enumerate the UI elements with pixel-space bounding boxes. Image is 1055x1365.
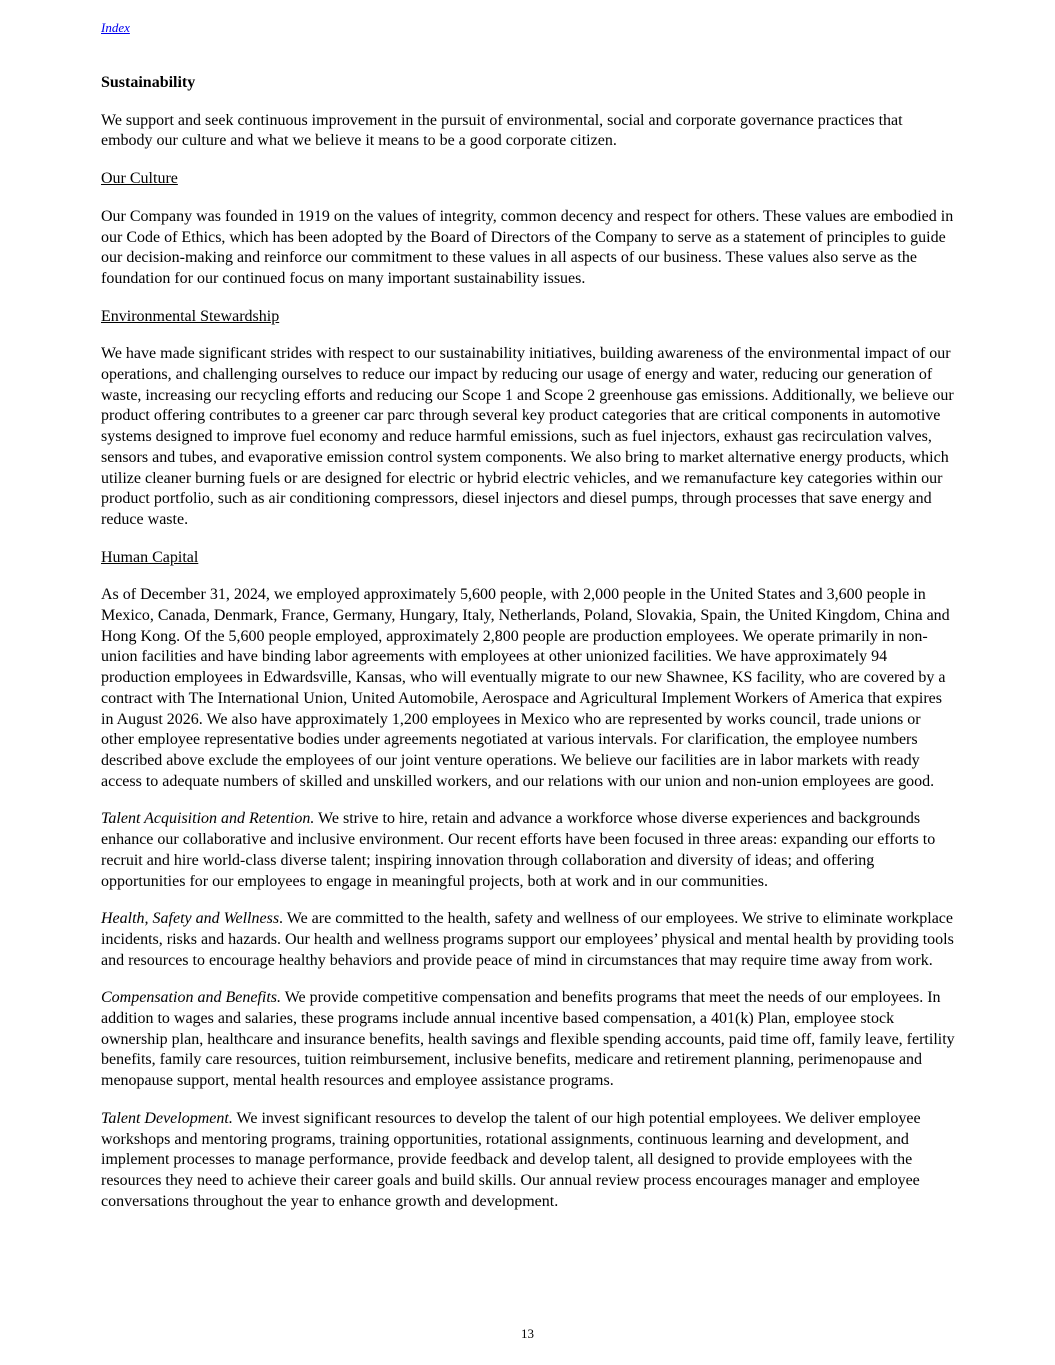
human-capital-paragraph: As of December 31, 2024, we employed approximately 5,600 people, with 2,000 people in the United States and 3,600 people in Mexico, Canada, Denmark, France, Germany, Hungary, Italy, Netherlands, Poland, Slovakia, Spain, the United Kingdom, China and Hong Kong. Of the 5,600 people employed, approximately 2,800 people are production employees. We operate primarily in non-union facilities and have binding labor agreements with employees at other unionized facilities. We have approximately 94 production employees in Edwardsville, Kansas, who will eventually migrate to our new Shawnee, KS facility, who are covered by a contract with The International Union, United Automobile, Aerospace and Agricultural Implement Workers of America that expires in August 2026. We also have approximately 1,200 employees in Mexico who are represented by works council, trade unions or other employee representative bodies under agreements negotiated at various intervals. For clarification, the employee numbers described above exclude the employees of our joint venture operations. We believe our facilities are in labor markets with ready access to adequate numbers of skilled and unskilled workers, and our relations with our union and non-union employees are good. <box>101 586 950 790</box>
culture-heading: Our Culture <box>101 170 178 188</box>
subsection-lead: Talent Development. <box>101 1109 233 1127</box>
subsection-lead: Health, Safety and Wellness <box>101 910 280 928</box>
page-number: 13 <box>521 1326 534 1341</box>
document-body <box>101 73 957 1229</box>
talent-development-paragraph <box>101 1109 957 1213</box>
subsection-lead: Talent Acquisition and Retention. <box>101 810 315 828</box>
compensation-paragraph <box>101 988 957 1092</box>
subsection-text: . We are committed to the health, safety and wellness of our employees. We strive to eliminate workplace incidents, risks and hazards. Our health and wellness programs support our employees’ physical and mental health by providing tools and resources to encourage healthy behaviors and provide peace of mind in circumstances that may require time away from work. <box>101 910 954 969</box>
subsection-text: We provide competitive compensation and benefits programs that meet the needs of our employees. In addition to wages and salaries, these programs include annual incentive based compensation, a 401(k) Plan, employee stock ownership plan, healthcare and insurance benefits, health savings and flexible spending accounts, paid time off, family leave, fertility benefits, family care resources, tuition reimbursement, inclusive benefits, medicare and retirement planning, perimenopause and menopause support, mental health resources and employee assistance programs. <box>101 989 955 1090</box>
environment-heading: Environmental Stewardship <box>101 307 280 325</box>
health-safety-paragraph <box>101 909 957 971</box>
subsection-text: We invest significant resources to develop the talent of our high potential employees. We deliver employee workshops and mentoring programs, training opportunities, rotational assignments, continuous learning and development, and implement processes to manage performance, provide feedback and develop talent, all designed to provide employees with the resources they need to achieve their career goals and build skills. Our annual review process encourages manager and employee conversations throughout the year to enhance growth and development. <box>101 1109 921 1210</box>
culture-paragraph: Our Company was founded in 1919 on the values of integrity, common decency and respect for others. These values are embodied in our Code of Ethics, which has been adopted by the Board of Directors of the Company to serve as a statement of principles to guide our decision-making and reinforce our commitment to these values in all aspects of our business. These values also serve as the foundation for our continued focus on many important sustainability issues. <box>101 207 954 287</box>
environment-paragraph: We have made significant strides with respect to our sustainability initiatives, building awareness of the environmental impact of our operations, and challenging ourselves to reduce our impact by reducing our usage of energy and water, reducing our generation of waste, increasing our recycling efforts and reducing our Scope 1 and Scope 2 greenhouse gas emissions. Additionally, we believe our product offering contributes to a greener car parc through several key product categories that are critical components in automotive systems designed to improve fuel economy and reduce harmful emissions, such as fuel injectors, exhaust gas recirculation valves, sensors and tubes, and evaporative emission control system components. We also bring to market alternative energy products, which utilize cleaner burning fuels or are designed for electric or hybrid electric vehicles, and we remanufacture key categories within our product portfolio, such as air conditioning compressors, diesel injectors and diesel pumps, through processes that save energy and reduce waste. <box>101 345 954 528</box>
section-title: Sustainability <box>101 74 196 91</box>
subsection-lead: Compensation and Benefits. <box>101 989 281 1007</box>
subsection-text: We strive to hire, retain and advance a workforce whose diverse experiences and backgrounds enhance our collaborative and inclusive environment. Our recent efforts have been focused in three areas: expanding our efforts to recruit and hire world-class diverse talent; inspiring innovation through collaboration and diversity of ideas; and offering opportunities for our employees to engage in meaningful projects, both at work and in our communities. <box>101 810 936 890</box>
talent-acquisition-paragraph <box>101 809 957 892</box>
intro-paragraph: We support and seek continuous improvement in the pursuit of environmental, social and corporate governance practices that embody our culture and what we believe it means to be a good corporate citizen. <box>101 111 903 150</box>
index-link[interactable]: Index <box>101 20 130 35</box>
human-capital-heading: Human Capital <box>101 548 199 566</box>
